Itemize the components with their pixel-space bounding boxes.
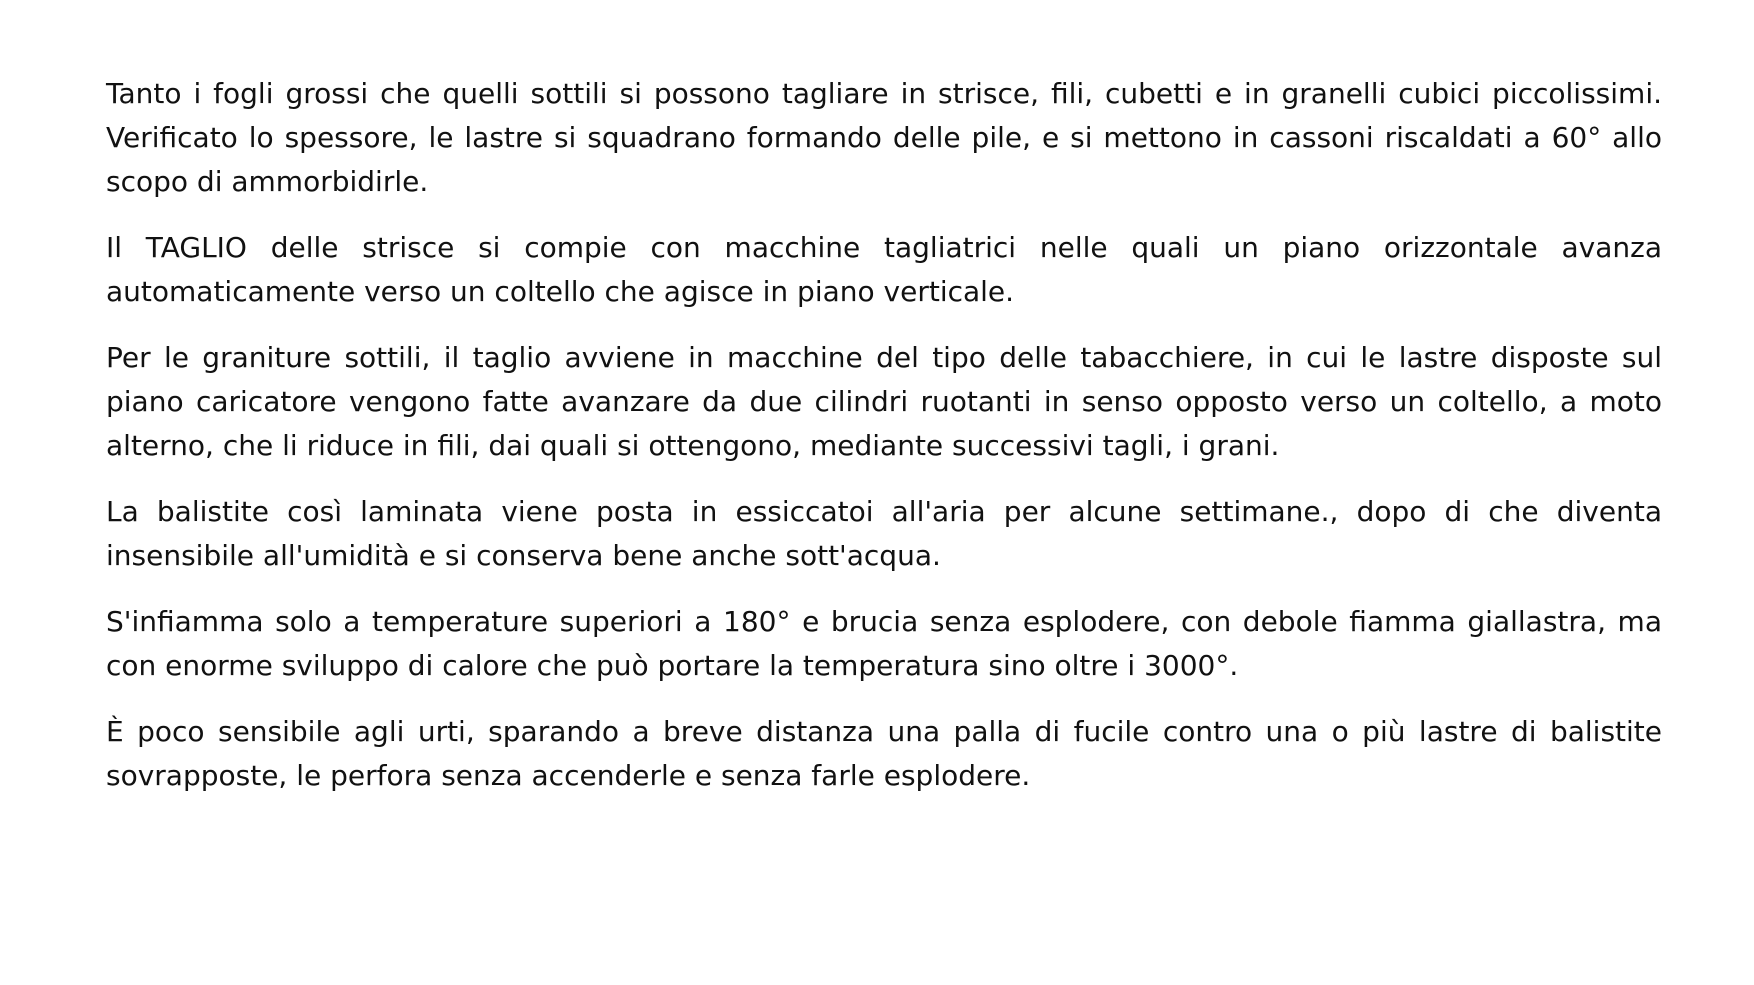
paragraph-strip-cutting: Il TAGLIO delle strisce si compie con macchine tagliatrici nelle quali un piano orizzontale avanza automaticamente verso un coltello che agisce in piano verticale. [106,231,1662,308]
paragraph-ignition: S'infiamma solo a temperature superiori a 180° e brucia senza esplodere, con debole fiamma giallastra, ma con enorme sviluppo di calore che può portare la temperatura sino oltre i 3000°. [106,605,1662,682]
paragraph-drying: La balistite così laminata viene posta in essiccatoi all'aria per alcune settimane., dopo di che diventa insensibile all'umidità e si conserva bene anche sott'acqua. [106,495,1662,572]
paragraph-fine-graining: Per le graniture sottili, il taglio avviene in macchine del tipo delle tabacchiere, in cui le lastre disposte sul piano caricatore vengono fatte avanzare da due cilindri ruotanti in senso opposto verso un coltello, a moto alterno, che li riduce in fili, dai quali si ottengono, mediante successivi tagli, i grani. [106,341,1662,462]
paragraph-cutting-sheets: Tanto i fogli grossi che quelli sottili si possono tagliare in strisce, fili, cubetti e in granelli cubici piccolissimi. Verificato lo spessore, le lastre si squadrano formando delle pile, e si mettono in cassoni riscaldati a 60° allo scopo di ammorbidirle. [106,77,1662,198]
paragraph-impact-sensitivity: È poco sensibile agli urti, sparando a breve distanza una palla di fucile contro una o più lastre di balistite sovrapposte, le perfora senza accenderle e senza farle esplodere. [106,715,1662,792]
slide-text-body [106,72,1662,820]
